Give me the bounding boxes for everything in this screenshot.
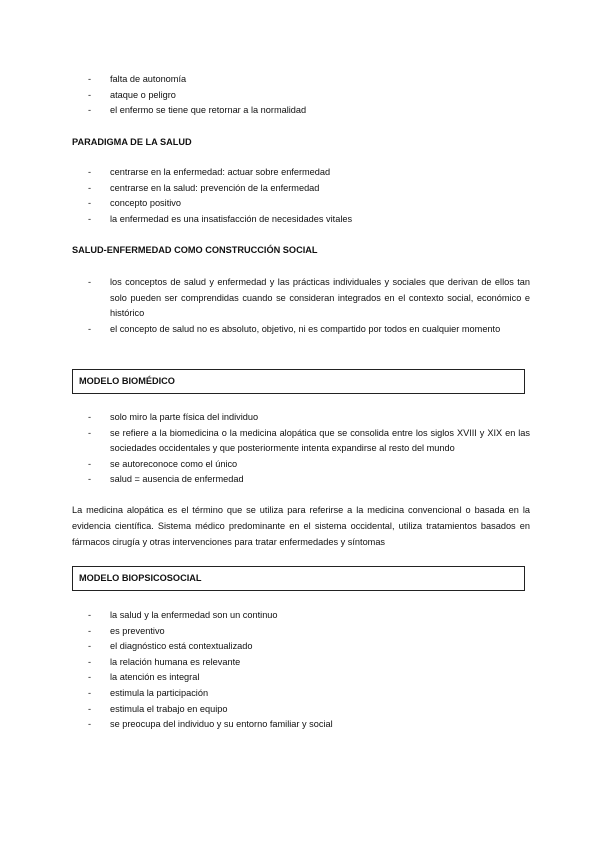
list-item: - centrarse en la enfermedad: actuar sobre enfermedad bbox=[88, 165, 530, 181]
list-item: - estimula el trabajo en equipo bbox=[88, 702, 530, 718]
construccion-heading: SALUD-ENFERMEDAD COMO CONSTRUCCIÓN SOCIAL bbox=[72, 245, 318, 255]
list-item: - los conceptos de salud y enfermedad y las prácticas individuales y sociales que derivan de ellos tan solo pueden ser comprendidas cuando se consideran integrados en el contexto social, económico e histórico bbox=[88, 275, 530, 322]
list-item: - se autoreconoce como el único bbox=[88, 457, 530, 473]
paradigma-heading: PARADIGMA DE LA SALUD bbox=[72, 137, 192, 147]
list-item: - la salud y la enfermedad son un continuo bbox=[88, 608, 530, 624]
list-item: - la enfermedad es una insatisfacción de necesidades vitales bbox=[88, 212, 530, 228]
biomedico-list bbox=[88, 410, 530, 488]
biomedico-heading-box: MODELO BIOMÉDICO bbox=[72, 369, 525, 394]
list-item: - ataque o peligro bbox=[88, 88, 530, 104]
construccion-list bbox=[88, 275, 530, 337]
list-item: - el enfermo se tiene que retornar a la normalidad bbox=[88, 103, 530, 119]
biomedico-paragraph: La medicina alopática es el término que se utiliza para referirse a la medicina convencional o basada en la evidencia científica. Sistema médico predominante en el sistema occidental, utiliza tratamientos basados en fármacos cirugía y otras intervenciones para tratar enfermedades y síntomas bbox=[72, 505, 530, 547]
list-item: - el diagnóstico está contextualizado bbox=[88, 639, 530, 655]
biopsicosocial-heading-box: MODELO BIOPSICOSOCIAL bbox=[72, 566, 525, 591]
paradigma-list bbox=[88, 165, 530, 227]
list-item: - centrarse en la salud: prevención de la enfermedad bbox=[88, 181, 530, 197]
list-item: - la atención es integral bbox=[88, 670, 530, 686]
list-item: - estimula la participación bbox=[88, 686, 530, 702]
list-item: - falta de autonomía bbox=[88, 72, 530, 88]
list-item: - salud = ausencia de enfermedad bbox=[88, 472, 530, 488]
list-item: - se refiere a la biomedicina o la medicina alopática que se consolida entre los siglos XVIII y XIX en las sociedades occidentales y que posteriormente intenta expandirse al resto del mundo bbox=[88, 426, 530, 457]
top-list bbox=[88, 72, 530, 119]
list-item: - el concepto de salud no es absoluto, objetivo, ni es compartido por todos en cualquier momento bbox=[88, 322, 530, 338]
list-item: - la relación humana es relevante bbox=[88, 655, 530, 671]
list-item: - concepto positivo bbox=[88, 196, 530, 212]
list-item: - es preventivo bbox=[88, 624, 530, 640]
biopsicosocial-list bbox=[88, 608, 530, 733]
list-item: - solo miro la parte física del individuo bbox=[88, 410, 530, 426]
list-item: - se preocupa del individuo y su entorno familiar y social bbox=[88, 717, 530, 733]
